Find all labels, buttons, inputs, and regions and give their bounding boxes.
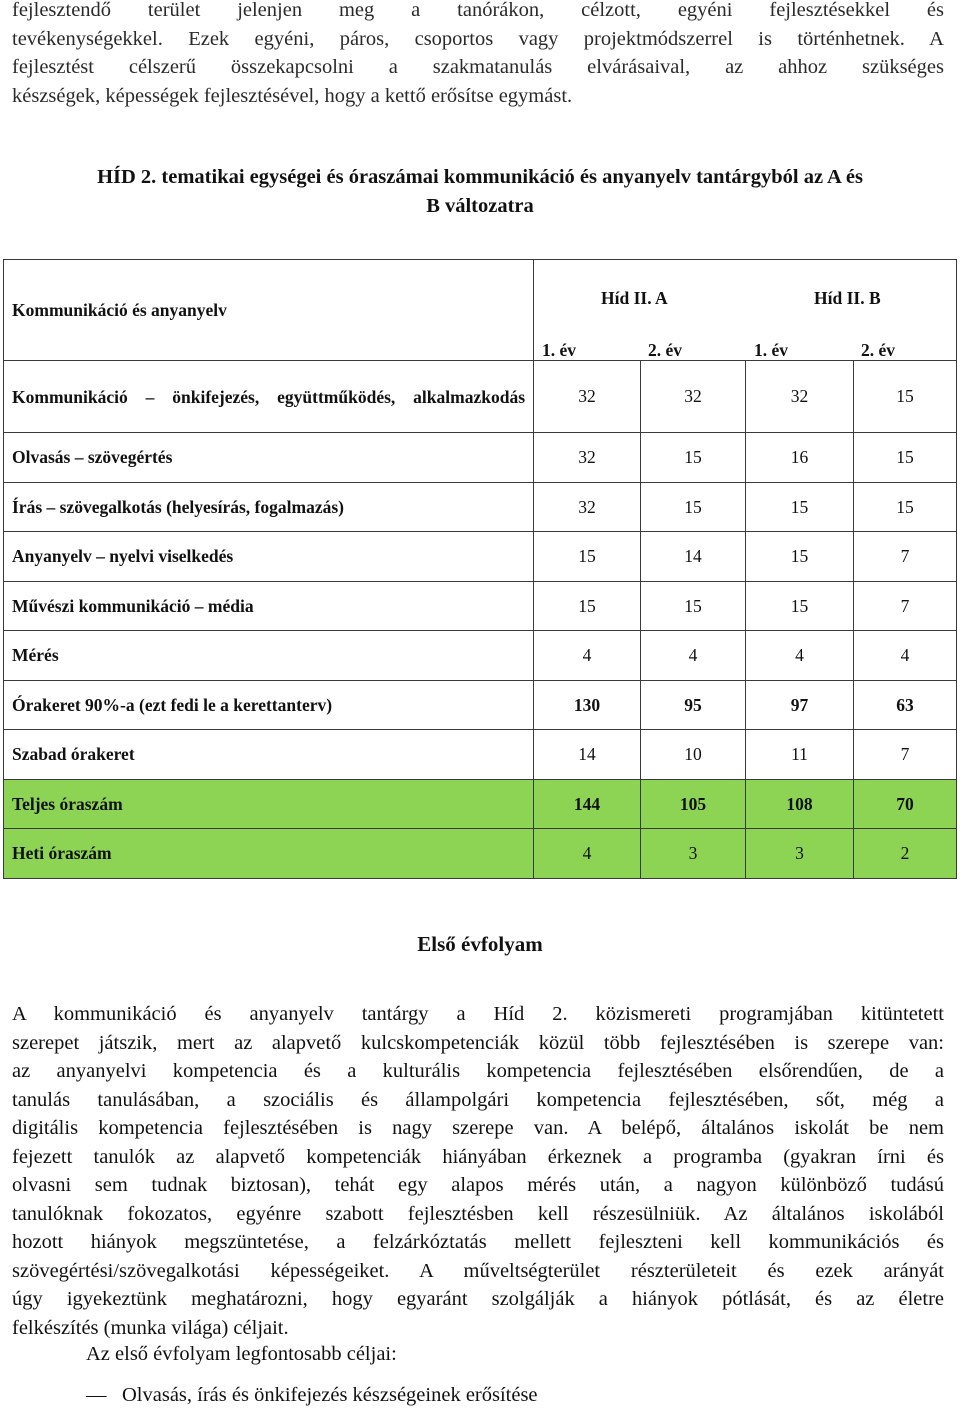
cell-a1: 144	[534, 780, 641, 829]
body-line: hozott hiányok megszüntetése, a felzárkóztatás mellett fejleszteni kell kommunikációs és	[12, 1231, 944, 1253]
row-label: Anyanyelv – nyelvi viselkedés	[4, 532, 534, 582]
cell-a2: 32	[641, 361, 746, 433]
cell-b1: 15	[746, 483, 854, 532]
cell-a1: 4	[534, 631, 641, 681]
table-row-total	[4, 780, 957, 829]
cell-b1: 16	[746, 433, 854, 483]
table-header-years	[534, 260, 957, 361]
section-title-line: HÍD 2. tematikai egységei és óraszámai kommunikáció és anyanyelv tantárgyból az A és	[97, 166, 863, 188]
cell-a2: 105	[641, 780, 746, 829]
grade-heading: Első évfolyam	[417, 932, 543, 956]
table-row	[4, 361, 957, 433]
body-line: tanulóknak fokozatos, egyénre szabott fejlesztésben kell részesülniük. Az általános iskolából	[12, 1202, 944, 1225]
body-line: fejezett tanulók az alapvető kompetenciák hiányában érkeznek a programba (gyakran írni és	[12, 1145, 944, 1168]
body-line: olvasni sem tudnak biztosan), tehát egy alapos mérés után, a nagyon különböző tudású	[12, 1174, 944, 1196]
goals-intro: Az első évfolyam legfontosabb céljai:	[86, 1343, 397, 1365]
cell-b1: 15	[746, 582, 854, 631]
cell-a2: 4	[641, 631, 746, 681]
cell-b2: 7	[854, 582, 957, 631]
intro-line: fejlesztést célszerű összekapcsolni a szakmatanulás elvárásaival, az ahhoz szükséges	[12, 56, 944, 78]
row-label: Heti óraszám	[4, 829, 534, 879]
body-line: az anyanyelvi kompetencia és a kulturális kompetencia fejlesztésében elsőrendűen, de a	[12, 1060, 944, 1082]
cell-b1: 32	[746, 361, 854, 433]
body-line: tanulás tanulásában, a szociális és állampolgári kompetencia fejlesztésében, sőt, még a	[12, 1088, 944, 1111]
row-label: Művészi kommunikáció – média	[4, 582, 534, 631]
table-header-label-cell	[4, 260, 534, 361]
table-row	[4, 532, 957, 582]
row-label-text: Kommunikáció – önkifejezés, együttműködés, alkalmazkodás	[12, 386, 525, 407]
row-label: Szabad órakeret	[4, 730, 534, 780]
cell-b1: 97	[746, 681, 854, 730]
body-line: szövegértési/szövegalkotási képességeiket. A műveltségterület részterületeit és ezek arányát	[12, 1259, 944, 1282]
table-row	[4, 483, 957, 532]
cell-a1: 4	[534, 829, 641, 879]
goal-text: Olvasás, írás és önkifejezés készségeinek erősítése	[122, 1384, 538, 1406]
cell-b2: 7	[854, 532, 957, 582]
year-label: 2. év	[861, 340, 896, 360]
cell-b2: 63	[854, 681, 957, 730]
intro-line: tevékenységekkel. Ezek egyéni, páros, csoportos vagy projektmódszerrel is történhetnek. A	[12, 27, 944, 50]
cell-b2: 15	[854, 483, 957, 532]
cell-b1: 15	[746, 532, 854, 582]
row-label	[4, 361, 534, 433]
cell-a2: 15	[641, 433, 746, 483]
cell-a2: 3	[641, 829, 746, 879]
cell-a2: 95	[641, 681, 746, 730]
year-label: 1. év	[542, 340, 577, 360]
row-label: Olvasás – szövegértés	[4, 433, 534, 483]
table-row-weekly	[4, 829, 957, 879]
table-header-label: Kommunikáció és anyanyelv	[12, 299, 227, 320]
table-header-row	[4, 260, 957, 361]
cell-a1: 15	[534, 582, 641, 631]
intro-paragraph	[12, 0, 944, 110]
table-row	[4, 631, 957, 681]
cell-b2: 15	[854, 361, 957, 433]
section-title	[12, 163, 948, 221]
cell-b1: 11	[746, 730, 854, 780]
group-a-label: Híd II. A	[601, 288, 668, 308]
cell-a2: 10	[641, 730, 746, 780]
body-line: felkészítés (munka világa) céljait.	[12, 1316, 289, 1339]
cell-a1: 32	[534, 483, 641, 532]
body-line: A kommunikáció és anyanyelv tantárgy a Híd 2. közismereti programjában kitüntetett	[12, 1003, 944, 1025]
body-line: szerepet játszik, mert az alapvető kulcskompetenciák közül több fejlesztésében is szerepe van:	[12, 1031, 944, 1054]
year-label: 2. év	[648, 340, 683, 360]
body-paragraph	[12, 1000, 944, 1342]
cell-a1: 15	[534, 532, 641, 582]
row-label: Írás – szövegalkotás (helyesírás, fogalmazás)	[4, 483, 534, 532]
dash-bullet-icon: ―	[86, 1384, 107, 1406]
cell-b2: 15	[854, 433, 957, 483]
cell-a2: 15	[641, 483, 746, 532]
cell-b1: 4	[746, 631, 854, 681]
cell-b2: 4	[854, 631, 957, 681]
intro-line: készségek, képességek fejlesztésével, hogy a kettő erősítse egymást.	[12, 84, 573, 107]
cell-a1: 14	[534, 730, 641, 780]
cell-b2: 2	[854, 829, 957, 879]
row-label: Teljes óraszám	[4, 780, 534, 829]
group-b-label: Híd II. B	[814, 288, 881, 308]
cell-a1: 130	[534, 681, 641, 730]
table-row	[4, 433, 957, 483]
cell-b1: 3	[746, 829, 854, 879]
cell-b2: 70	[854, 780, 957, 829]
cell-b1: 108	[746, 780, 854, 829]
body-line: úgy igyekeztünk meghatározni, hogy egyaránt szolgálják a hiányok pótlását, és az életre	[12, 1288, 944, 1310]
section-title-line: B változatra	[426, 195, 534, 217]
row-label: Mérés	[4, 631, 534, 681]
body-line: digitális kompetencia fejlesztésében is nagy szerepe van. A belépő, általános iskolát be nem	[12, 1117, 944, 1139]
table-row	[4, 582, 957, 631]
hours-table	[3, 259, 957, 879]
goal-list-item	[86, 1381, 538, 1409]
row-label: Órakeret 90%-a (ezt fedi le a kerettanterv)	[4, 681, 534, 730]
cell-a1: 32	[534, 433, 641, 483]
cell-a1: 32	[534, 361, 641, 433]
intro-line: fejlesztendő terület jelenjen meg a tanórákon, célzott, egyéni fejlesztésekkel és	[12, 0, 944, 21]
year-label: 1. év	[754, 340, 789, 360]
cell-a2: 14	[641, 532, 746, 582]
table-row	[4, 730, 957, 780]
cell-a2: 15	[641, 582, 746, 631]
cell-b2: 7	[854, 730, 957, 780]
table-row	[4, 681, 957, 730]
